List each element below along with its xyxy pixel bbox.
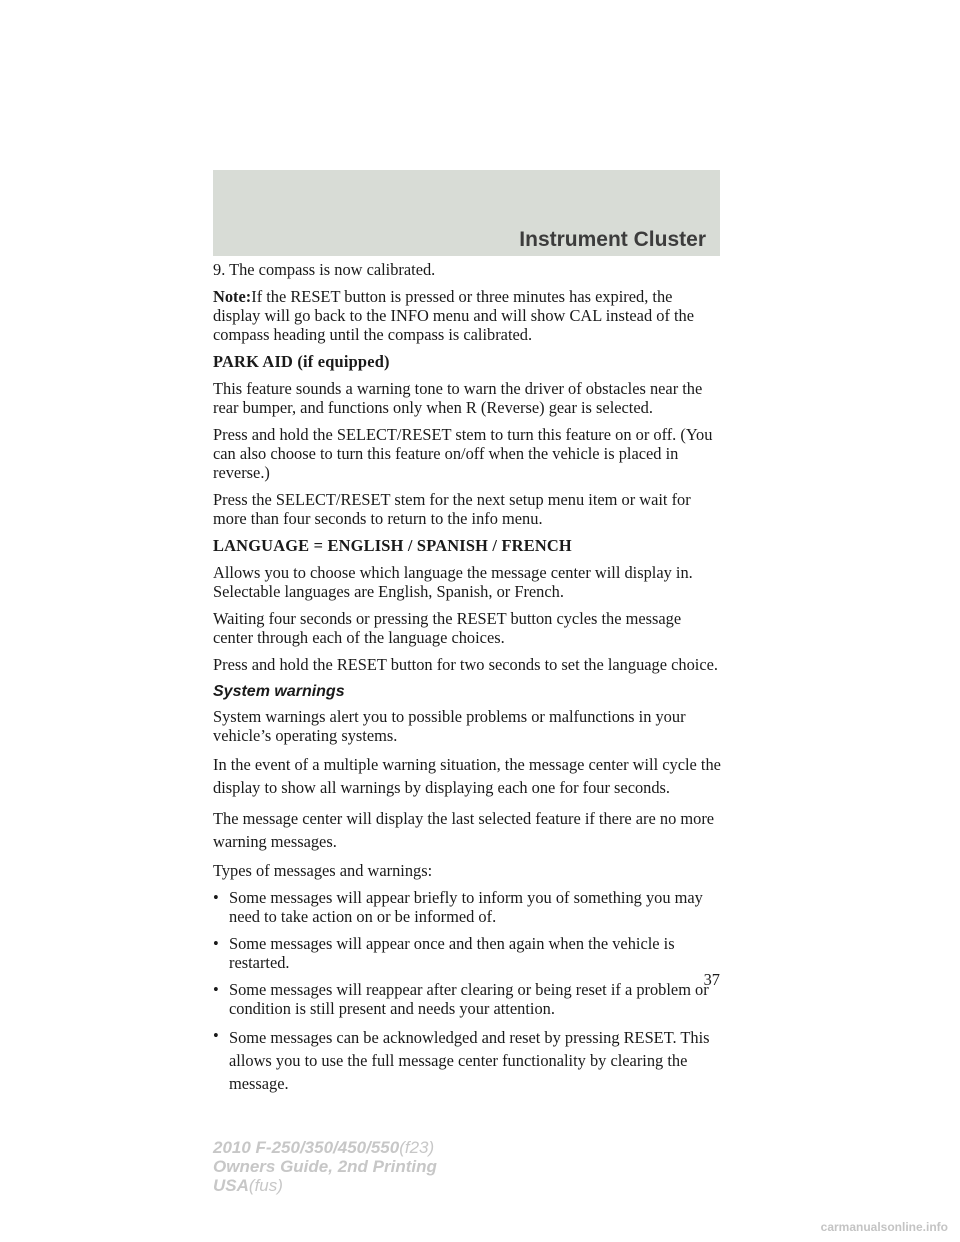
bullet-icon: •: [213, 934, 219, 953]
park-aid-heading: PARK AID (if equipped): [213, 352, 390, 371]
language-paragraph-2: Waiting four seconds or pressing the RESET button cycles the message center through each of the language choices.: [213, 609, 682, 647]
footer-model-code: (f23): [399, 1138, 435, 1157]
message-types-list: [213, 888, 723, 1095]
bullet-icon: •: [213, 1026, 219, 1045]
footer-imprint: [213, 1138, 437, 1195]
system-warnings-paragraph-3: The message center will display the last selected feature if there are no more warning messages.: [213, 809, 715, 851]
note-text: If the RESET button is pressed or three minutes has expired, the display will go back to the INFO menu and will show CAL instead of the compass heading until the compass is calibrated.: [213, 287, 695, 344]
list-item-text: Some messages will appear once and then again when the vehicle is restarted.: [229, 934, 675, 972]
footer-region: USA: [213, 1176, 249, 1195]
paragraph-compass-calibrated: 9. The compass is now calibrated.: [213, 260, 436, 279]
page-number: 37: [703, 970, 720, 989]
language-paragraph-1: Allows you to choose which language the message center will display in. Selectable languages are English, Spanish, or French.: [213, 563, 693, 601]
page-body: [213, 260, 723, 1103]
park-aid-paragraph-2: Press and hold the SELECT/RESET stem to turn this feature on or off. (You can also choose to turn this feature on/off when the vehicle is placed in reverse.): [213, 425, 713, 482]
footer-model: 2010 F-250/350/450/550: [213, 1138, 400, 1157]
note-paragraph: [213, 287, 723, 344]
language-heading: LANGUAGE = ENGLISH / SPANISH / FRENCH: [213, 536, 572, 555]
list-item: [213, 980, 723, 1018]
section-header-band: [213, 170, 720, 256]
system-warnings-paragraph-4: Types of messages and warnings:: [213, 861, 433, 880]
section-title: Instrument Cluster: [519, 228, 706, 251]
park-aid-paragraph-1: This feature sounds a warning tone to warn the driver of obstacles near the rear bumper, and functions only when R (Reverse) gear is selected.: [213, 379, 703, 417]
list-item-text: Some messages will reappear after clearing or being reset if a problem or condition is still present and needs your attention.: [229, 980, 709, 1018]
footer-line-1: [213, 1138, 437, 1157]
park-aid-paragraph-3: Press the SELECT/RESET stem for the next setup menu item or wait for more than four seconds to return to the info menu.: [213, 490, 691, 528]
system-warnings-paragraph-1: System warnings alert you to possible problems or malfunctions in your vehicle’s operating systems.: [213, 707, 686, 745]
bullet-icon: •: [213, 980, 219, 999]
list-item-text: Some messages will appear briefly to inform you of something you may need to take action on or be informed of.: [229, 888, 703, 926]
list-item: [213, 1026, 723, 1095]
footer-line-2: Owners Guide, 2nd Printing: [213, 1157, 437, 1176]
list-item: [213, 888, 723, 926]
bullet-icon: •: [213, 888, 219, 907]
language-paragraph-3: Press and hold the RESET button for two seconds to set the language choice.: [213, 655, 718, 674]
footer-line-3: [213, 1176, 437, 1195]
watermark: carmanualsonline.info: [820, 1220, 948, 1234]
system-warnings-paragraph-2: In the event of a multiple warning situation, the message center will cycle the display to show all warnings by displaying each one for four seconds.: [213, 755, 721, 797]
footer-region-code: (fus): [248, 1176, 283, 1195]
list-item-text: Some messages can be acknowledged and reset by pressing RESET. This allows you to use the full message center functionality by clearing the message.: [229, 1028, 710, 1093]
system-warnings-heading: System warnings: [213, 683, 345, 700]
note-label: Note:: [213, 287, 252, 306]
list-item: [213, 934, 723, 972]
